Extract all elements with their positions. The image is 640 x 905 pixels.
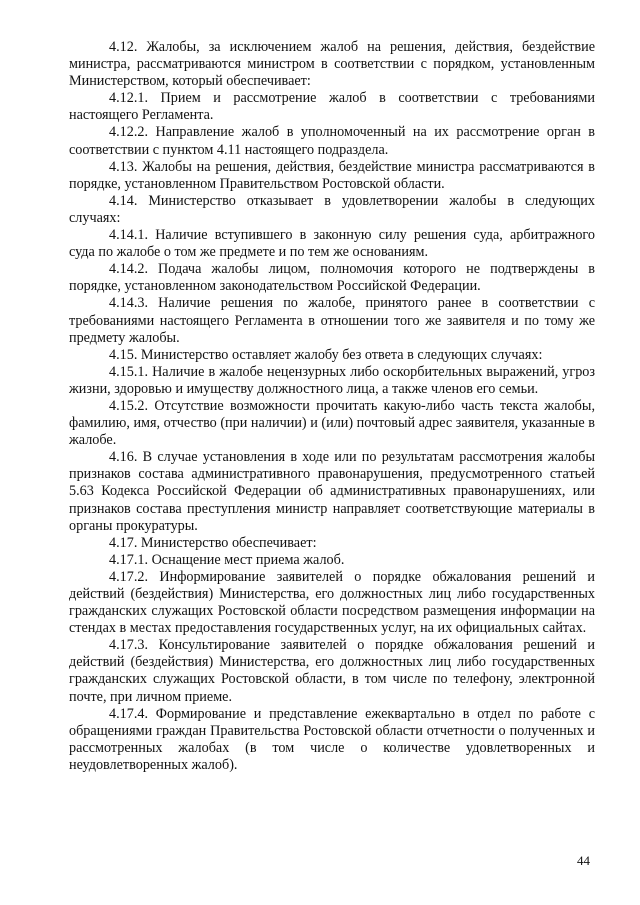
paragraph-4-15-1: 4.15.1. Наличие в жалобе нецензурных либо оскорбительных выражений, угроз жизни, здоровью и имуществу должностного лица, а также членов его семьи. [69, 363, 595, 397]
paragraph-4-12: 4.12. Жалобы, за исключением жалоб на решения, действия, бездействие министра, рассматриваются министром в соответствии с порядком, установленным Министерством, который обеспечивает: [69, 39, 595, 90]
paragraph-4-17-3: 4.17.3. Консультирование заявителей о порядке обжалования решений и действий (бездействия) Министерства, его должностных лиц либо государственных гражданских служащих Ростовской области, в том числе по телефону, электронной почте, при личном приеме. [69, 637, 595, 705]
paragraph-4-15: 4.15. Министерство оставляет жалобу без ответа в следующих случаях: [109, 346, 543, 363]
paragraph-4-14-1: 4.14.1. Наличие вступившего в законную силу решения суда, арбитражного суда по жалобе о том же предмете и по тем же основаниям. [69, 227, 595, 261]
page-number: 44 [577, 853, 590, 868]
paragraph-4-17-1: 4.17.1. Оснащение мест приема жалоб. [109, 551, 345, 568]
paragraph-4-15-2: 4.15.2. Отсутствие возможности прочитать какую-либо часть текста жалобы, фамилию, имя, отчество (при наличии) и (или) почтовый адрес заявителя, указанные в жалобе. [69, 397, 595, 449]
paragraph-4-14-3: 4.14.3. Наличие решения по жалобе, принятого ранее в соответствии с требованиями настоящего Регламента в отношении того же заявителя и по тому же предмету жалобы. [69, 295, 595, 346]
paragraph-4-12-2: 4.12.2. Направление жалоб в уполномоченный на их рассмотрение орган в соответствии с пунктом 4.11 настоящего подраздела. [69, 124, 595, 158]
paragraph-4-14: 4.14. Министерство отказывает в удовлетворении жалобы в следующих случаях: [69, 192, 595, 226]
paragraph-4-17-4: 4.17.4. Формирование и представление ежеквартально в отдел по работе с обращениями граждан Правительства Ростовской области отчетности о полученных и рассмотренных жалобах (в том числе о количестве удовлетворенных и неудовлетворенных жалоб). [69, 705, 595, 773]
document-body [69, 39, 595, 774]
paragraph-4-13: 4.13. Жалобы на решения, действия, бездействие министра рассматриваются в порядке, установленном Правительством Ростовской области. [69, 158, 595, 192]
paragraph-4-12-1: 4.12.1. Прием и рассмотрение жалоб в соответствии с требованиями настоящего Регламента. [69, 90, 595, 124]
paragraph-4-17-2: 4.17.2. Информирование заявителей о порядке обжалования решений и действий (бездействия) Министерства, его должностных лиц либо государственных гражданских служащих Ростовской области посредством размещения информации на стендах в местах предоставления государственных услуг, на их официальных сайтах. [69, 568, 595, 637]
paragraph-4-14-2: 4.14.2. Подача жалобы лицом, полномочия которого не подтверждены в порядке, установленном законодательством Российской Федерации. [69, 261, 595, 295]
paragraph-4-17: 4.17. Министерство обеспечивает: [109, 534, 317, 551]
paragraph-4-16: 4.16. В случае установления в ходе или по результатам рассмотрения жалобы признаков состава административного правонарушения, предусмотренного статьей 5.63 Кодекса Российской Федерации об административных правонарушениях, или признаков состава преступления министр направляет соответствующие материалы в органы прокуратуры. [69, 449, 595, 534]
